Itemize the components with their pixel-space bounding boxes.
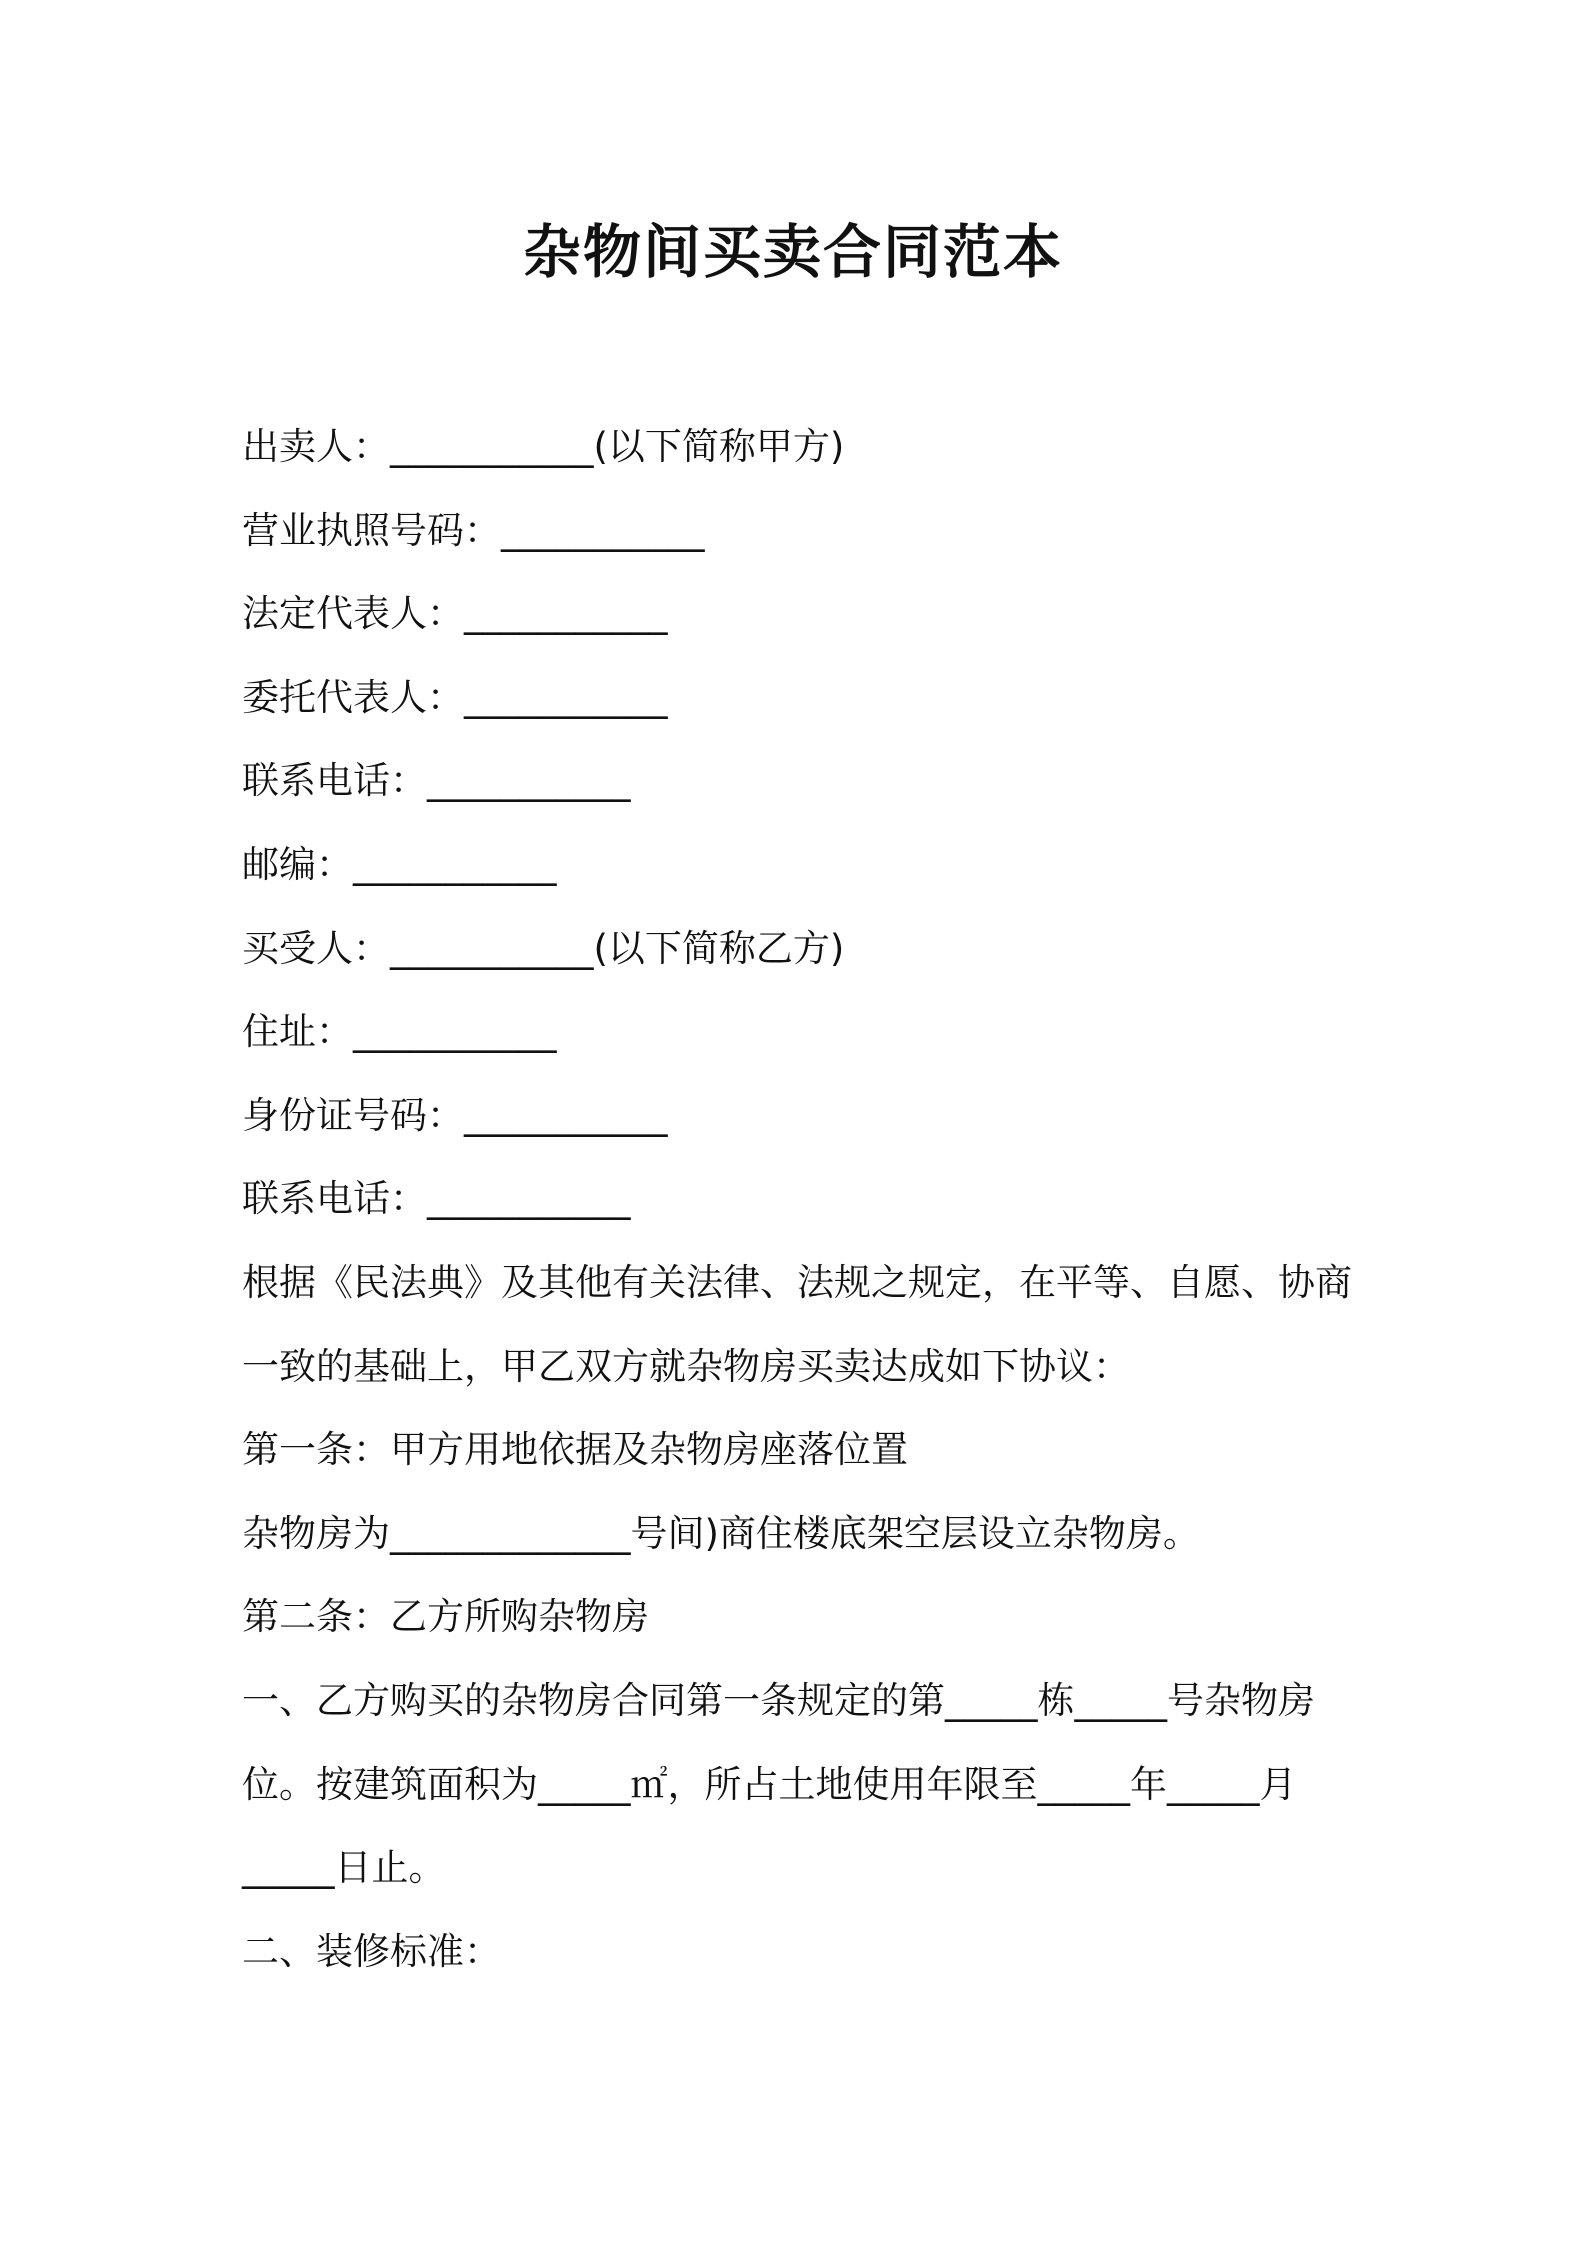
article-2-item-2-heading: 二、装修标准： <box>242 1929 501 1973</box>
article-1-text: 杂物房为_____________号间)商住楼底架空层设立杂物房。 <box>242 1511 1200 1555</box>
preamble-line-2: 一致的基础上，甲乙双方就杂物房买卖达成如下协议： <box>242 1344 1130 1388</box>
authorized-representative-line: 委托代表人：___________ <box>242 675 668 719</box>
article-2-item-1-line-2: 位。按建筑面积为_____㎡，所占土地使用年限至_____年_____月 <box>242 1762 1297 1806</box>
article-2-item-1-line-3: _____日止。 <box>242 1846 446 1890</box>
article-2-heading: 第二条：乙方所购杂物房 <box>242 1595 649 1639</box>
seller-phone-line: 联系电话：___________ <box>242 759 631 803</box>
article-1-heading: 第一条：甲方用地依据及杂物房座落位置 <box>242 1428 908 1472</box>
document-title: 杂物间买卖合同范本 <box>522 218 1063 286</box>
preamble-line-1: 根据《民法典》及其他有关法律、法规之规定，在平等、自愿、协商 <box>242 1260 1352 1304</box>
article-2-item-1-line-1: 一、乙方购买的杂物房合同第一条规定的第_____栋_____号杂物房 <box>242 1678 1315 1722</box>
postcode-line: 邮编：___________ <box>242 842 557 886</box>
seller-line: 出卖人：___________(以下简称甲方) <box>242 425 845 468</box>
document-body <box>242 405 1362 1993</box>
address-line: 住址：___________ <box>242 1010 557 1054</box>
buyer-line: 买受人：___________(以下简称乙方) <box>242 926 845 970</box>
id-number-line: 身份证号码：___________ <box>242 1093 668 1137</box>
business-license-line: 营业执照号码：___________ <box>242 508 705 552</box>
legal-representative-line: 法定代表人：___________ <box>242 592 668 636</box>
buyer-phone-line: 联系电话：___________ <box>242 1177 631 1221</box>
